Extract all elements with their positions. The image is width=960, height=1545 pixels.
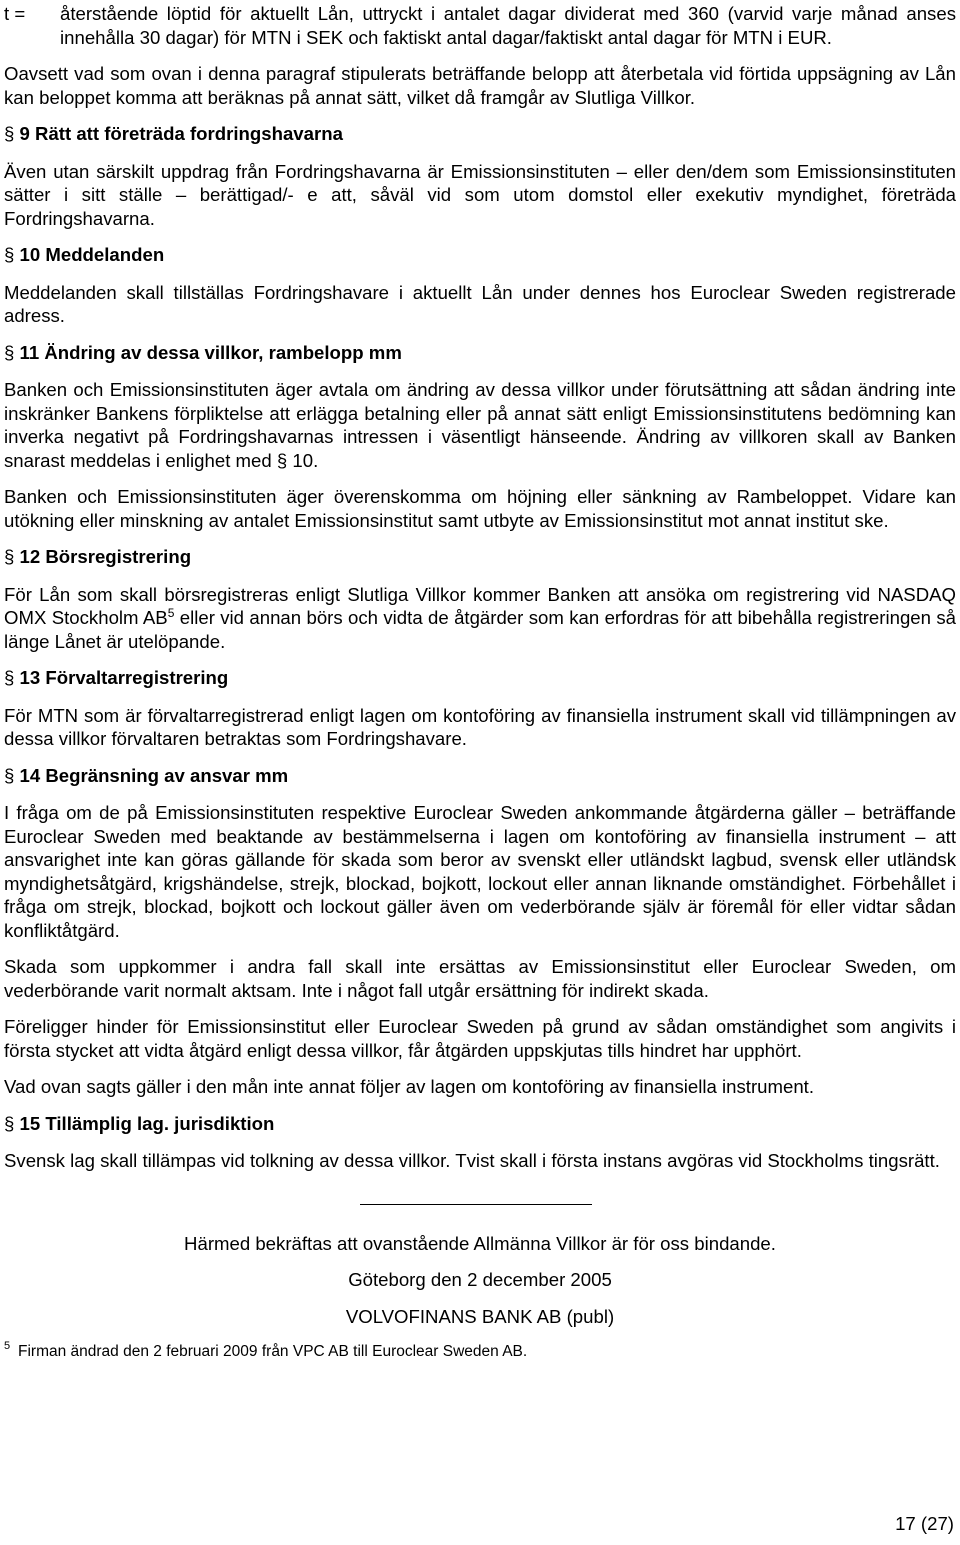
closing-confirmation: Härmed bekräftas att ovanstående Allmänna Villkor är för oss bindande.: [184, 1232, 776, 1254]
section-sign: §: [4, 764, 15, 786]
section-9-paragraph: Även utan särskilt uppdrag från Fordringshavarna är Emissionsinstituten – eller den/dem som Emissionsinstituten sätter i sitt ställe – berättigad/- e att, såväl vid som utom domstol eller exekutiv myndighet, företräda Fordringshavarna.: [4, 160, 956, 229]
section-heading-11: § 11 Ändring av dessa villkor, rambelopp mm: [4, 341, 402, 363]
section-sign: §: [276, 449, 288, 471]
intro-paragraph: Oavsett vad som ovan i denna paragraf stipulerats beträffande belopp att återbetala vid förtida uppsägning av Lån kan beloppet komma att beräknas på annat sätt, vilket då framgår av Slutliga Villkor.: [4, 63, 956, 108]
section-heading-13: § 13 Förvaltarregistrering: [4, 667, 229, 688]
section-14-paragraph-4: Vad ovan sagts gäller i den mån inte annat följer av lagen om kontoföring av finansiella instrument.: [4, 1076, 814, 1097]
section-sign: §: [4, 123, 15, 144]
section-sign: §: [4, 667, 15, 688]
section-14-paragraph-2: Skada som uppkommer i andra fall skall inte ersättas av Emissionsinstitut eller Euroclear Sweden, om vederbörande varit normalt aktsam. Inte i något fall utgår ersättning för indirekt skada.: [4, 956, 956, 1001]
definition-term: t =: [4, 3, 26, 24]
section-heading-15: § 15 Tillämplig lag. jurisdiktion: [4, 1112, 275, 1134]
footnote-reference[interactable]: 5: [167, 606, 175, 620]
section-10-paragraph: Meddelanden skall tillställas Fordringshavare i aktuellt Lån under dennes hos Euroclear Sweden registrerade adress.: [4, 281, 956, 326]
section-sign: §: [4, 546, 15, 567]
section-sign: §: [4, 244, 15, 265]
closing-place-date: Göteborg den 2 december 2005: [348, 1269, 612, 1290]
section-heading-9: § 9 Rätt att företräda fordringshavarna: [4, 123, 343, 144]
footnote-text: Firman ändrad den 2 februari 2009 från VPC AB till Euroclear Sweden AB.: [18, 1343, 528, 1360]
section-14-paragraph-1: I fråga om de på Emissionsinstituten respektive Euroclear Sweden ankommande åtgärderna gäller – beträffande Euroclear Sweden med beaktande av bestämmelserna i lagen om kontoföring av finansiella instrument – att ansvarighet inte kan göras gällande för skada som beror av svenskt eller utländskt lagbud, svensk eller utländsk myndighetsåtgärd, krigshändelse, strejk, blockad, bojkott, lockout eller annan liknande omständighet. Förbehållet i fråga om strejk, blockad, bojkott och lockout gäller även om vederbörande själv är föremål för eller vidtar sådan konfliktåtgärd.: [4, 802, 956, 941]
section-11-paragraph-2: Banken och Emissionsinstituten äger överenskomma om höjning eller sänkning av Rambeloppet. Vidare kan utökning eller minskning av antalet Emissionsinstitut samt utbyte av Emissionsinstitut mot annat institut ske.: [4, 486, 956, 531]
section-14-paragraph-3: Föreligger hinder för Emissionsinstitut eller Euroclear Sweden på grund av sådan omständighet som angivits i första stycket att vidta åtgärd enligt dessa villkor, får åtgärden uppskjutas tills hindret har upphört.: [4, 1016, 956, 1061]
footnote: [4, 1342, 956, 1362]
section-sign: §: [4, 1112, 15, 1134]
section-15-paragraph: Svensk lag skall tillämpas vid tolkning av dessa villkor. Tvist skall i första instans avgöras vid Stockholms tingsrätt.: [4, 1150, 940, 1171]
section-heading-10: § 10 Meddelanden: [4, 244, 165, 265]
section-heading-12: § 12 Börsregistrering: [4, 546, 192, 567]
section-13-paragraph: För MTN som är förvaltarregistrerad enligt lagen om kontoföring av finansiella instrument skall vid tillämpningen av dessa villkor förvaltaren betraktas som Fordringshavare.: [4, 704, 956, 749]
section-12-paragraph: För Lån som skall börsregistreras enligt Slutliga Villkor kommer Banken att ansöka om registrering vid NASDAQ OMX Stockholm AB$^5$ eller vid annan börs och vidta de åtgärder som kan erfordras för att bibehålla registreringen så länge Lånet är utelöpande.: [4, 583, 956, 652]
closing-company: VOLVOFINANS BANK AB (publ): [345, 1305, 615, 1327]
definition-text: återstående löptid för aktuellt Lån, uttryckt i antalet dagar dividerat med 360 (varvid varje månad anses innehålla 30 dagar) för MTN i SEK och faktiskt antal dagar/faktiskt antal dagar för MTN i EUR.: [60, 3, 956, 48]
document-page: [4, 2, 956, 1362]
section-sign: §: [4, 341, 15, 363]
section-heading-14: § 14 Begränsning av ansvar mm: [4, 764, 289, 786]
page-number: 17 (27): [895, 1513, 954, 1534]
section-11-paragraph-1: Banken och Emissionsinstituten äger avtala om ändring av dessa villkor under förutsättning att sådan ändring inte inskränker Bankens förpliktelse att erlägga betalning eller på annat sätt enligt Emissionsinstitutens bedömning kan inverka negativt på Fordringshavarnas intressen i väsentligt hänseende. Ändring av villkoren skall av Banken snarast meddelas i enlighet med § 10.: [4, 379, 956, 471]
footnote-number: 5: [4, 1340, 11, 1352]
definition-row: [4, 2, 956, 49]
